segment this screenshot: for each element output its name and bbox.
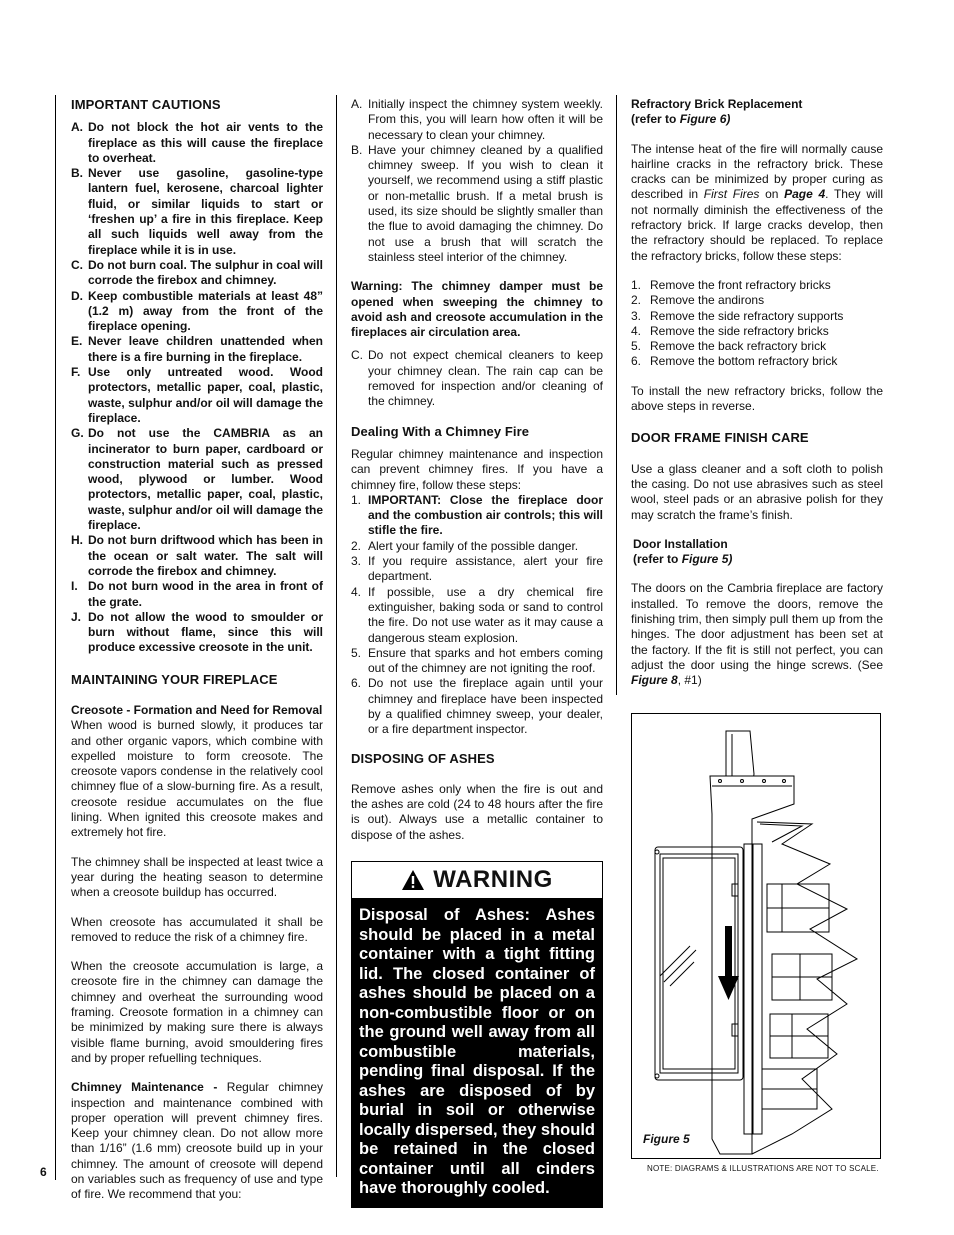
list-item: 1. IMPORTANT: Close the fireplace door and the combustion air controls; this will stifle the fire. bbox=[351, 492, 603, 538]
page-number: 6 bbox=[40, 1165, 47, 1179]
list-item: 2. Remove the andirons bbox=[631, 293, 765, 308]
column-divider-middle bbox=[336, 95, 337, 1177]
chimney-maintenance-text: Regular chimney inspection and maintenance combined with proper operation will prevent chimney fires. Keep your chimney clean. Do not allow more than 1/16” (1.6 mm) creosote build up in your chimney. The amount of creosote will depend on variables such as frequency of use and type of fire. We recommend that you: bbox=[71, 1080, 323, 1202]
maintaining-heading: MAINTAINING YOUR FIREPLACE bbox=[71, 671, 278, 687]
list-item: 6. Remove the bottom refractory brick bbox=[631, 354, 838, 369]
column-divider-right bbox=[616, 95, 617, 695]
door-frame-text: Use a glass cleaner and a soft cloth to polish the casing. Do not use abrasives such as steel wool, steel pads or an abrasive polish for they may scratch the frame’s finish. bbox=[631, 461, 883, 522]
list-item: C. Do not expect chemical cleaners to keep your chimney clean. The rain cap can be removed for inspection and/or cleaning of the chimney. bbox=[351, 348, 603, 409]
list-item: 6. Do not use the fireplace again until your chimney and fireplace have been inspected by a qualified chimney sweep, your dealer, or a fire department inspector. bbox=[351, 676, 603, 737]
figure-caption: Figure 5 bbox=[643, 1132, 690, 1146]
list-item: A. Do not block the hot air vents to the fireplace as this will cause the fireplace to overheat. bbox=[71, 120, 323, 165]
warning-title: WARNING bbox=[433, 866, 553, 894]
list-item: F. Use only untreated wood. Wood protectors, metallic paper, coal, plastic, waste, sulphur and/or oil will damage the fireplace. bbox=[71, 365, 323, 425]
refractory-paragraph: The intense heat of the fire will normally cause hairline cracks in the refractory brick. These cracks can be minimized by proper curing as described in First Fires on Page 4. They will not normally diminish the effectiveness of the refractory brick. If large cracks develop, then the refractory should be replaced. To replace the refractory bricks, follow these steps: bbox=[631, 141, 883, 263]
list-item: 5. Ensure that sparks and hot embers coming out of the chimney are not igniting the roof. bbox=[351, 645, 603, 676]
list-item: 4. Remove the side refractory bricks bbox=[631, 323, 829, 338]
list-item: C. Do not burn coal. The sulphur in coal will corrode the firebox and chimney. bbox=[71, 257, 323, 288]
column-1 bbox=[71, 97, 323, 1203]
list-item: A. Initially inspect the chimney system weekly. From this, you will learn how often it will be necessary to clean your chimney. bbox=[351, 97, 603, 142]
refractory-steps bbox=[631, 278, 883, 370]
maintenance-list-c bbox=[351, 348, 603, 409]
warning-body: Disposal of Ashes: Ashes should be placed in a metal container with a tight fitting lid. The closed container of ashes should be placed on a non-combustible floor or on the ground well away from all combustible materials, pending final disposal. If the ashes are disposed of by burial in soil or otherwise locally dispersed, they should be retained in the closed container until all cinders have thoroughly cooled. bbox=[352, 898, 602, 1207]
creosote-paragraph-3: When creosote has accumulated it shall be removed to reduce the risk of a chimney fire. bbox=[71, 914, 323, 944]
door-installation-text: The doors on the Cambria fireplace are factory installed. To remove the doors, remove the finishing trim, then simply pull them up from the hinges. The door adjustment has been set at the factory. If the fit is still not perfect, you can adjust the door using the hinge screws. (See Figure 8, #1) bbox=[631, 581, 883, 688]
list-item: 2. Alert your family of the possible danger. bbox=[351, 538, 579, 553]
list-item: 4. If possible, use a dry chemical fire extinguisher, baking soda or sand to control the fire. Do not use water as it may cause a dangerous steam explosion. bbox=[351, 584, 603, 645]
list-item: 5. Remove the back refractory brick bbox=[631, 339, 827, 354]
figure-5 bbox=[631, 713, 881, 1159]
list-item: 1. Remove the front refractory bricks bbox=[631, 277, 831, 292]
chimney-fire-heading: Dealing With a Chimney Fire bbox=[351, 423, 530, 439]
important-cautions-heading: IMPORTANT CAUTIONS bbox=[71, 97, 221, 112]
refractory-install-text: To install the new refractory bricks, follow the above steps in reverse. bbox=[631, 383, 883, 414]
disposing-ashes-heading: DISPOSING OF ASHES bbox=[351, 750, 495, 766]
refractory-reference: (refer to Figure 6) bbox=[631, 112, 731, 127]
creosote-paragraph-2: The chimney shall be inspected at least twice a year during the heating season to determine when a creosote buildup has occurred. bbox=[71, 854, 323, 900]
warning-triangle-icon bbox=[401, 869, 425, 891]
figure-scale-note: NOTE: DIAGRAMS & ILLUSTRATIONS ARE NOT TO SCALE. bbox=[647, 1164, 879, 1173]
column-divider-left bbox=[55, 95, 56, 1180]
door-installation-heading: Door Installation bbox=[633, 536, 728, 551]
column-3 bbox=[631, 97, 883, 689]
refractory-heading: Refractory Brick Replacement bbox=[631, 97, 803, 111]
list-item: B. Have your chimney cleaned by a qualified chimney sweep. If you wish to clean it yourself, we recommend using a stiff plastic or non-metallic brush. If a metal brush is used, its size should be slightly smaller than the flue to avoid damaging the chimney. Do not use a brush that will scratch the stainless steel interior of the chimney. bbox=[351, 142, 603, 264]
list-item: B. Never use gasoline, gasoline-type lantern fuel, kerosene, charcoal lighter fluid, or similar liquids to start or ‘freshen up’ a fire in this fireplace. Keep all such liquids well away from the fireplace while it is in use. bbox=[71, 166, 323, 257]
list-item: H. Do not burn driftwood which has been in the ocean or salt water. The salt will corrode the firebox and chimney. bbox=[71, 533, 323, 578]
door-frame-heading: DOOR FRAME FINISH CARE bbox=[631, 430, 809, 446]
creosote-paragraph-1: When wood is burned slowly, it produces tar and other organic vapors, which combine with expelled moisture to form creosote. The creosote vapors condense in the relatively cool chimney flue of a slow-burning fire. As a result, creosote residue accumulates on the flue lining. When ignited this creosote makes and extremely hot fire. bbox=[71, 718, 323, 840]
list-item: 3. Remove the side refractory supports bbox=[631, 308, 844, 323]
column-2 bbox=[351, 97, 603, 1208]
chimney-fire-steps bbox=[351, 493, 603, 738]
disposing-ashes-text: Remove ashes only when the fire is out and the ashes are cold (24 to 48 hours after the fire is out). Always use a metallic container to dispose of the ashes. bbox=[351, 781, 603, 842]
warning-header bbox=[352, 862, 602, 898]
chimney-maintenance-paragraph bbox=[71, 1080, 323, 1202]
chimney-fire-intro: Regular chimney maintenance and inspection can prevent chimney fires. If you have a chimney fire, follow these steps: bbox=[351, 446, 603, 492]
door-installation-reference: (refer to Figure 5) bbox=[633, 552, 733, 567]
creosote-paragraph-4: When the creosote accumulation is large, a creosote fire in the chimney can damage the chimney and overheat the surrounding wood framing. Creosote formation in a chimney can be minimized by making sure there is always visible flame burning, avoid smouldering fires and by proper refuelling techniques. bbox=[71, 959, 323, 1065]
damper-warning: Warning: The chimney damper must be opened when sweeping the chimney to avoid ash and creosote accumulation in the fireplaces air circulation area. bbox=[351, 279, 603, 340]
fireplace-door-illustration bbox=[632, 714, 879, 1157]
list-item: G. Do not use the CAMBRIA as an incinerator to burn paper, cardboard or construction material such as pressed wood, plywood or lumber. Wood protectors, metallic paper, coal, plastic, waste, sulphur and/or oil will damage the fireplace. bbox=[71, 426, 323, 533]
cautions-list bbox=[71, 120, 323, 655]
ash-disposal-warning-box bbox=[351, 861, 603, 1208]
chimney-maintenance-lead: Chimney Maintenance - bbox=[71, 1080, 218, 1095]
creosote-subhead: Creosote - Formation and Need for Removal bbox=[71, 702, 323, 717]
list-item: J. Do not allow the wood to smoulder or burn without flame, since this will produce excessive creosote in the unit. bbox=[71, 609, 323, 655]
maintenance-list bbox=[351, 97, 603, 265]
list-item: I. Do not burn wood in the area in front of the grate. bbox=[71, 579, 323, 609]
list-item: D. Keep combustible materials at least 48” (1.2 m) away from the front of the fireplace opening. bbox=[71, 288, 323, 334]
list-item: E. Never leave children unattended when there is a fire burning in the fireplace. bbox=[71, 334, 323, 364]
list-item: 3. If you require assistance, alert your fire department. bbox=[351, 554, 603, 584]
